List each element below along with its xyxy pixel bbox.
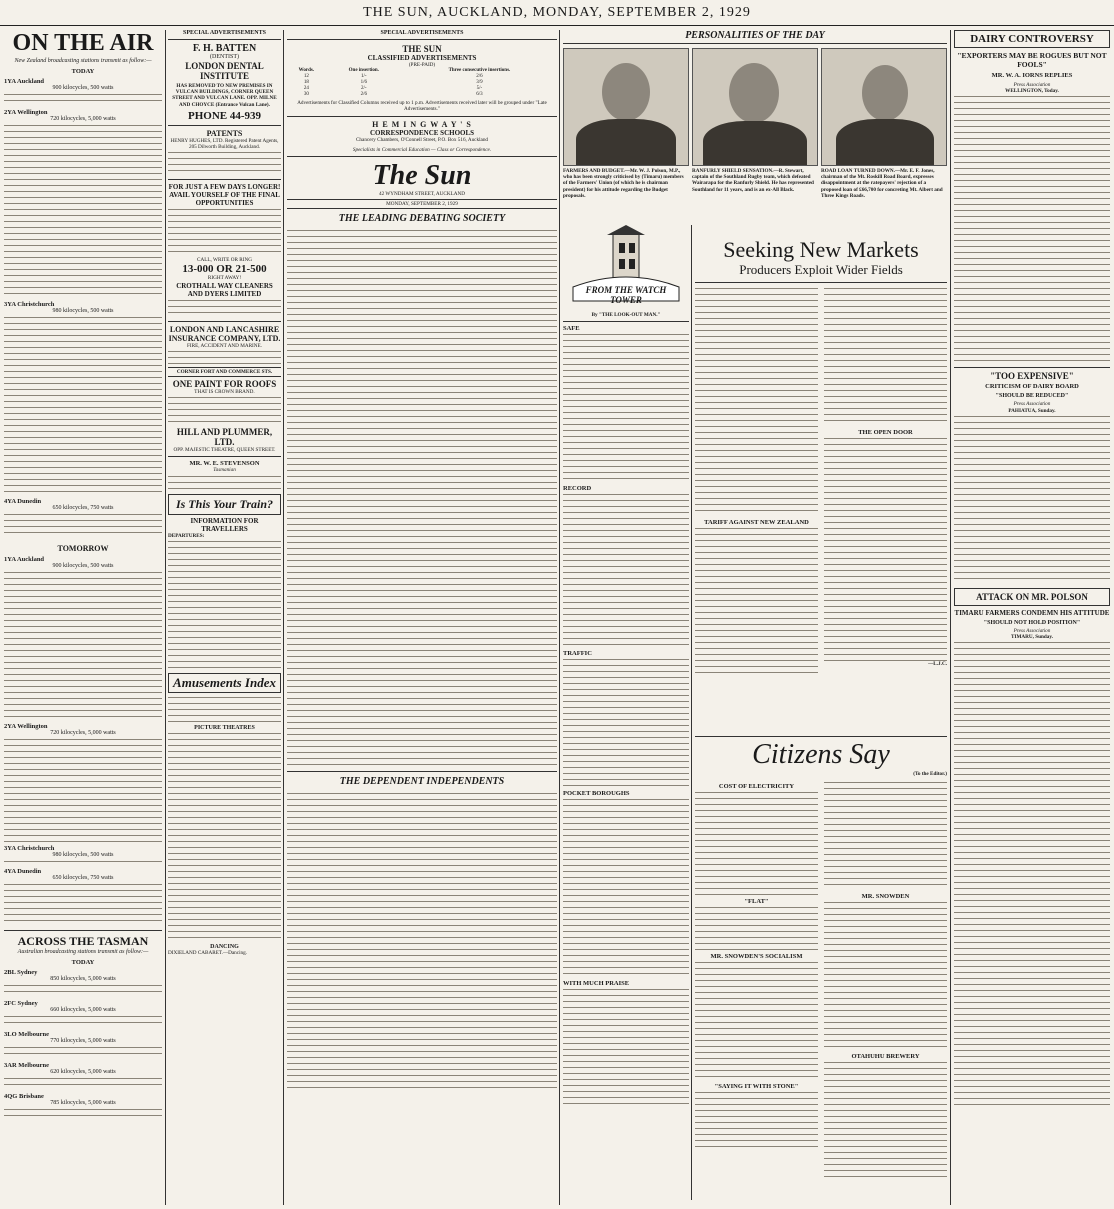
dancing-line: DIXIELAND CABARET.—Dancing.	[168, 949, 247, 956]
letter-text	[695, 790, 818, 895]
column-rule	[283, 30, 284, 1205]
station-freq: 900 kilocycles, 500 watts	[52, 563, 114, 569]
col-header: Words.	[298, 68, 315, 74]
classified-title: THE SUN	[402, 44, 442, 54]
station-block	[4, 78, 162, 106]
hemingway-sub: CORRESPONDENCE SCHOOLS	[369, 128, 475, 137]
train-title: Is This Your Train?	[175, 496, 274, 511]
classified-sub: CLASSIFIED ADVERTISEMENTS	[367, 54, 477, 62]
station-freq: 620 kilocycles, 5,000 watts	[50, 1069, 116, 1075]
station-freq: 980 kilocycles, 500 watts	[52, 852, 114, 858]
caption-jones: ROAD LOAN TURNED DOWN.—Mr. E. F. Jones, chairman of the Mt. Roskill Road Board, expresses disappointment at the ratepayers' rejection of a proposed loan of £66,700 for concreting Mt. Albert and Three Kings Roads.	[821, 168, 943, 199]
tomorrow-label: TOMORROW	[57, 544, 109, 553]
station-block	[4, 723, 162, 842]
dateline: WELLINGTON, Today.	[1005, 88, 1059, 95]
station-name: 4YA Dunedin	[4, 498, 42, 505]
logo-date: MONDAY, SEPTEMBER 2, 1929	[287, 199, 557, 209]
hemingway-addr: Chancery Chambers, O'Connell Street, P.O. Box 516, Auckland	[355, 136, 489, 143]
criticism-dairy-board: CRITICISM OF DAIRY BOARD	[985, 383, 1079, 391]
programme-text	[4, 123, 162, 298]
programme-text	[4, 92, 162, 106]
should-be-reduced: "SHOULD BE REDUCED"	[995, 393, 1069, 400]
column-rule	[950, 30, 951, 1205]
station-freq: 650 kilocycles, 750 watts	[52, 505, 114, 511]
watch-tower-byline: By "THE LOOK-OUT MAN."	[591, 312, 661, 318]
programme-text	[4, 1045, 162, 1059]
special-ads-header: SPECIAL ADVERTISEMENTS	[287, 30, 557, 40]
special-ads-header: SPECIAL ADVERTISEMENTS	[168, 30, 281, 40]
watch-tower-section	[563, 225, 689, 1200]
amusements-box	[168, 673, 281, 693]
table-row: 18 1/6 3/9	[303, 80, 483, 86]
markets-article	[695, 238, 947, 698]
on-the-air-column	[4, 30, 162, 1205]
col-header: Three consecutive insertions.	[448, 68, 511, 74]
station-freq: 720 kilocycles, 5,000 watts	[50, 116, 116, 122]
crothall-right: RIGHT AWAY!	[207, 275, 242, 282]
departures-text	[168, 539, 281, 669]
station-freq: 660 kilocycles, 5,000 watts	[50, 1007, 116, 1013]
patents-title: PATENTS	[206, 128, 243, 138]
portrait-photo-stewart	[692, 48, 818, 166]
station-name: 2YA Wellington	[4, 109, 48, 116]
dairy-text-2	[954, 414, 1110, 584]
tasman-today: TODAY	[71, 959, 95, 966]
letter-text	[695, 1090, 818, 1150]
corner-address: CORNER FORT AND COMMERCE STS.	[168, 367, 281, 377]
caption-polson: FARMERS AND BUDGET.—Mr. W. J. Polson, M.P., who has been strongly criticised by (Timaru) members of the Farmers' Union (of which he is chairman president) for his attitude regarding the Budget proposals.	[563, 168, 684, 199]
column-rule	[691, 225, 692, 1200]
programme-text	[4, 737, 162, 842]
personalities-column	[563, 30, 947, 1205]
markets-text	[824, 436, 947, 661]
station-block	[4, 969, 162, 997]
hemingway-special: Specialists in Commercial Education — Class or Correspondence.	[352, 146, 492, 153]
today-label: TODAY	[71, 68, 95, 75]
classified-prepaid: (PRE-PAID)	[408, 62, 436, 68]
dancing-title: DANCING	[210, 943, 239, 950]
the-sun-logo: The Sun	[372, 160, 472, 192]
press-assoc-2: Press Association	[1013, 401, 1051, 408]
wt-section-pocket: POCKET BOROUGHS	[563, 790, 630, 798]
wt-text	[563, 657, 689, 787]
departures-label: DEPARTURES:	[168, 532, 205, 539]
programme-text	[4, 315, 162, 495]
markets-title: Seeking New Markets	[723, 238, 919, 262]
stevenson-text	[168, 474, 281, 490]
dairy-column	[954, 30, 1110, 1205]
crothall-name: CROTHALL WAY CLEANERS AND DYERS LIMITED	[176, 281, 273, 298]
travel-info: INFORMATION FOR TRAVELLERS	[190, 516, 259, 533]
batten-sub: (DENTIST)	[210, 54, 239, 60]
markets-text	[695, 286, 818, 516]
patents-text	[168, 150, 281, 176]
call-label: CALL, WRITE OR RING	[197, 257, 252, 264]
special-ads-column	[168, 30, 281, 1205]
station-name: 3YA Christchurch	[4, 301, 55, 308]
hemingway-title: H E M I N G W A Y ' S	[372, 119, 472, 129]
table-row: 12 1/- 2/6	[303, 74, 483, 80]
programme-text	[4, 1076, 162, 1090]
paint-title: ONE PAINT FOR ROOFS	[172, 379, 277, 390]
citizens-title: Citizens Say	[752, 739, 890, 770]
polson-text	[954, 640, 1110, 1110]
programme-text	[4, 1107, 162, 1121]
programme-text	[4, 882, 162, 922]
editorial-text	[287, 228, 557, 768]
letter-text	[695, 905, 818, 950]
letter-text	[824, 900, 947, 1050]
avail-title: AVAIL YOURSELF OF THE FINAL OPPORTUNITIES	[169, 191, 280, 208]
too-expensive: "TOO EXPENSIVE"	[990, 371, 1074, 382]
stevenson-name: MR. W. E. STEVENSON	[189, 460, 260, 468]
dairy-sub1: "EXPORTERS MAY BE ROGUES BUT NOT FOOLS"	[957, 51, 1107, 69]
markets-section-tariff: TARIFF AGAINST NEW ZEALAND	[704, 519, 809, 526]
classified-rates-table	[287, 68, 557, 98]
letter-cost-electricity: COST OF ELECTRICITY	[718, 783, 795, 791]
theatres-text	[168, 731, 281, 941]
letter-text	[695, 960, 818, 1080]
dairy-text	[954, 94, 1110, 364]
tasman-intro: Australian broadcasting stations transmit as follow:—	[17, 949, 149, 955]
citizens-say-section	[695, 736, 947, 1201]
column-rule	[165, 30, 166, 1205]
crothall-text	[168, 298, 281, 318]
station-name: 3AR Melbourne	[4, 1062, 49, 1069]
patents-body: HENRY HUGHES, LTD. Registered Patent Agents, 205 Dilworth Building, Auckland.	[170, 137, 279, 151]
wt-section-safe: SAFE	[563, 325, 580, 333]
hill-sub: OPP. MAJESTIC THEATRE, QUEEN STREET.	[173, 447, 276, 454]
amusements-title: Amusements Index	[173, 674, 276, 690]
paint-text	[168, 395, 281, 425]
watch-tower-title: FROM THE WATCH TOWER	[585, 285, 667, 305]
station-name: 2FC Sydney	[4, 1000, 38, 1007]
stevenson-sub: Tasmanian	[213, 467, 236, 474]
station-name: 3YA Christchurch	[4, 845, 55, 852]
classified-note: Advertisements for Classified Columns received up to 1 p.m. Advertisements received later will be grouped under "Late Advertisements."	[297, 100, 547, 113]
editorial-title: THE LEADING DEBATING SOCIETY	[338, 213, 506, 225]
station-name: 4YA Dunedin	[4, 868, 42, 875]
station-name: 1YA Auckland	[4, 556, 45, 563]
station-block	[4, 556, 162, 720]
few-days: FOR JUST A FEW DAYS LONGER!	[168, 183, 281, 192]
programme-text	[4, 983, 162, 997]
wt-section-praise: WITH MUCH PRAISE	[563, 980, 630, 988]
markets-signature: —L.J.C.	[928, 661, 947, 667]
station-block	[4, 1093, 162, 1121]
editorial2-title: THE DEPENDENT INDEPENDENTS	[339, 776, 505, 788]
station-block	[4, 1062, 162, 1090]
station-name: 1YA Auckland	[4, 78, 45, 85]
citizens-sub: (To the Editor.)	[913, 771, 947, 777]
station-name: 3LO Melbourne	[4, 1031, 49, 1038]
station-freq: 850 kilocycles, 5,000 watts	[50, 976, 116, 982]
station-block	[4, 109, 162, 298]
amusements-text	[168, 695, 281, 725]
tasman-title: ACROSS THE TASMAN	[4, 930, 162, 949]
timaru-farmers: TIMARU FARMERS CONDEMN HIS ATTITUDE	[954, 608, 1110, 617]
letter-text	[824, 1060, 947, 1180]
markets-section-open-door: THE OPEN DOOR	[858, 429, 913, 436]
letter-saying-stone: "SAYING IT WITH STONE"	[714, 1083, 799, 1091]
station-freq: 980 kilocycles, 500 watts	[52, 308, 114, 314]
letter-text	[824, 780, 947, 890]
programme-text	[4, 570, 162, 720]
train-box	[168, 494, 281, 515]
press-assoc-3: Press Association	[1013, 627, 1051, 634]
wt-section-record: RECORD	[563, 485, 592, 493]
press-assoc: Press Association	[1013, 82, 1051, 88]
wt-section-traffic: TRAFFIC	[563, 650, 592, 658]
wt-text	[563, 332, 689, 482]
dairy-sub2: MR. W. A. IORNS REPLIES	[991, 72, 1073, 79]
station-block	[4, 868, 162, 922]
wt-text	[563, 987, 689, 1107]
station-block	[4, 845, 162, 865]
programme-text	[4, 859, 162, 865]
dental-institute: LONDON DENTAL INSTITUTE	[185, 61, 264, 81]
dateline-2: PAHIATUA, Sunday.	[1008, 407, 1056, 414]
wt-text	[563, 797, 689, 977]
insurance-sub: FIRE, ACCIDENT AND MARINE.	[187, 342, 262, 349]
station-name: 2YA Wellington	[4, 723, 48, 730]
station-block	[4, 301, 162, 495]
wt-text	[563, 492, 689, 647]
station-name: 4QG Brisbane	[4, 1093, 44, 1100]
batten-name: F. H. BATTEN	[192, 43, 257, 54]
dairy-title: DAIRY CONTROVERSY	[954, 30, 1110, 48]
markets-subtitle: Producers Exploit Wider Fields	[739, 262, 903, 277]
station-name: 2BL Sydney	[4, 969, 38, 976]
letter-flat: "FLAT"	[744, 898, 769, 906]
markets-text	[695, 526, 818, 676]
station-freq: 720 kilocycles, 5,000 watts	[50, 730, 116, 736]
insurance-text	[168, 349, 281, 365]
letter-snowden: MR. SNOWDEN	[861, 893, 910, 901]
letter-otahuhu-brewery: OTAHUHU BREWERY	[851, 1053, 920, 1061]
caption-stewart: RANFURLY SHIELD SENSATION.—R. Stewart, captain of the Southland Rugby team, which defeated Wairarapa for the Ranfurly Shield. He has represented Southland for 11 years, and is an ex-All Black.	[692, 168, 814, 193]
programme-text	[4, 1014, 162, 1028]
station-freq: 770 kilocycles, 5,000 watts	[50, 1038, 116, 1044]
col-header: One insertion.	[348, 68, 379, 74]
portrait-photo-polson	[563, 48, 689, 166]
station-block	[4, 1031, 162, 1059]
letter-snowden-socialism: MR. SNOWDEN'S SOCIALISM	[710, 953, 803, 961]
station-freq: 900 kilocycles, 500 watts	[52, 85, 114, 91]
station-block	[4, 498, 162, 538]
batten-phone: PHONE 44-939	[187, 109, 262, 122]
should-not-hold: "SHOULD NOT HOLD POSITION"	[983, 619, 1081, 626]
column-rule	[559, 30, 560, 1205]
avail-text	[168, 207, 281, 257]
editorial-column	[287, 30, 557, 1205]
programme-text	[4, 512, 162, 538]
masthead: THE SUN, AUCKLAND, MONDAY, SEPTEMBER 2, 1929	[0, 0, 1114, 26]
on-the-air-title: ON THE AIR	[12, 30, 154, 56]
paint-sub: THAT IS CROWN BRAND.	[194, 389, 255, 396]
dateline-3: TIMARU, Sunday.	[1011, 634, 1053, 641]
table-row: 30 2/6 6/3	[303, 92, 483, 98]
editorial2-text	[287, 791, 557, 1091]
station-freq: 650 kilocycles, 750 watts	[52, 875, 114, 881]
attack-title: ATTACK ON MR. POLSON	[954, 588, 1110, 606]
portrait-photo-jones	[821, 48, 947, 166]
hill-plummer: HILL AND PLUMMER, LTD.	[176, 427, 273, 448]
logo-address: 42 WYNDHAM STREET, AUCKLAND	[379, 191, 465, 198]
london-insurance: LONDON AND LANCASHIRE INSURANCE COMPANY, LTD.	[168, 324, 281, 343]
picture-theatres: PICTURE THEATRES	[194, 724, 255, 731]
personalities-header: PERSONALITIES OF THE DAY	[563, 30, 947, 44]
markets-text	[824, 286, 947, 426]
station-block	[4, 1000, 162, 1028]
batten-body: HAS REMOVED TO NEW PREMISES IN VULCAN BUILDINGS, CORNER QUEEN STREET AND VULCAN LANE. OPP. MILNE AND CHOYCE (Entrance Vulcan Lane).	[172, 83, 277, 108]
crothall-phone: 13-000 OR 21-500	[182, 263, 267, 276]
station-freq: 785 kilocycles, 5,000 watts	[50, 1100, 116, 1106]
table-row: 24 2/- 5/-	[303, 86, 483, 92]
on-the-air-intro: New Zealand broadcasting stations transmit as follow:—	[14, 58, 152, 64]
